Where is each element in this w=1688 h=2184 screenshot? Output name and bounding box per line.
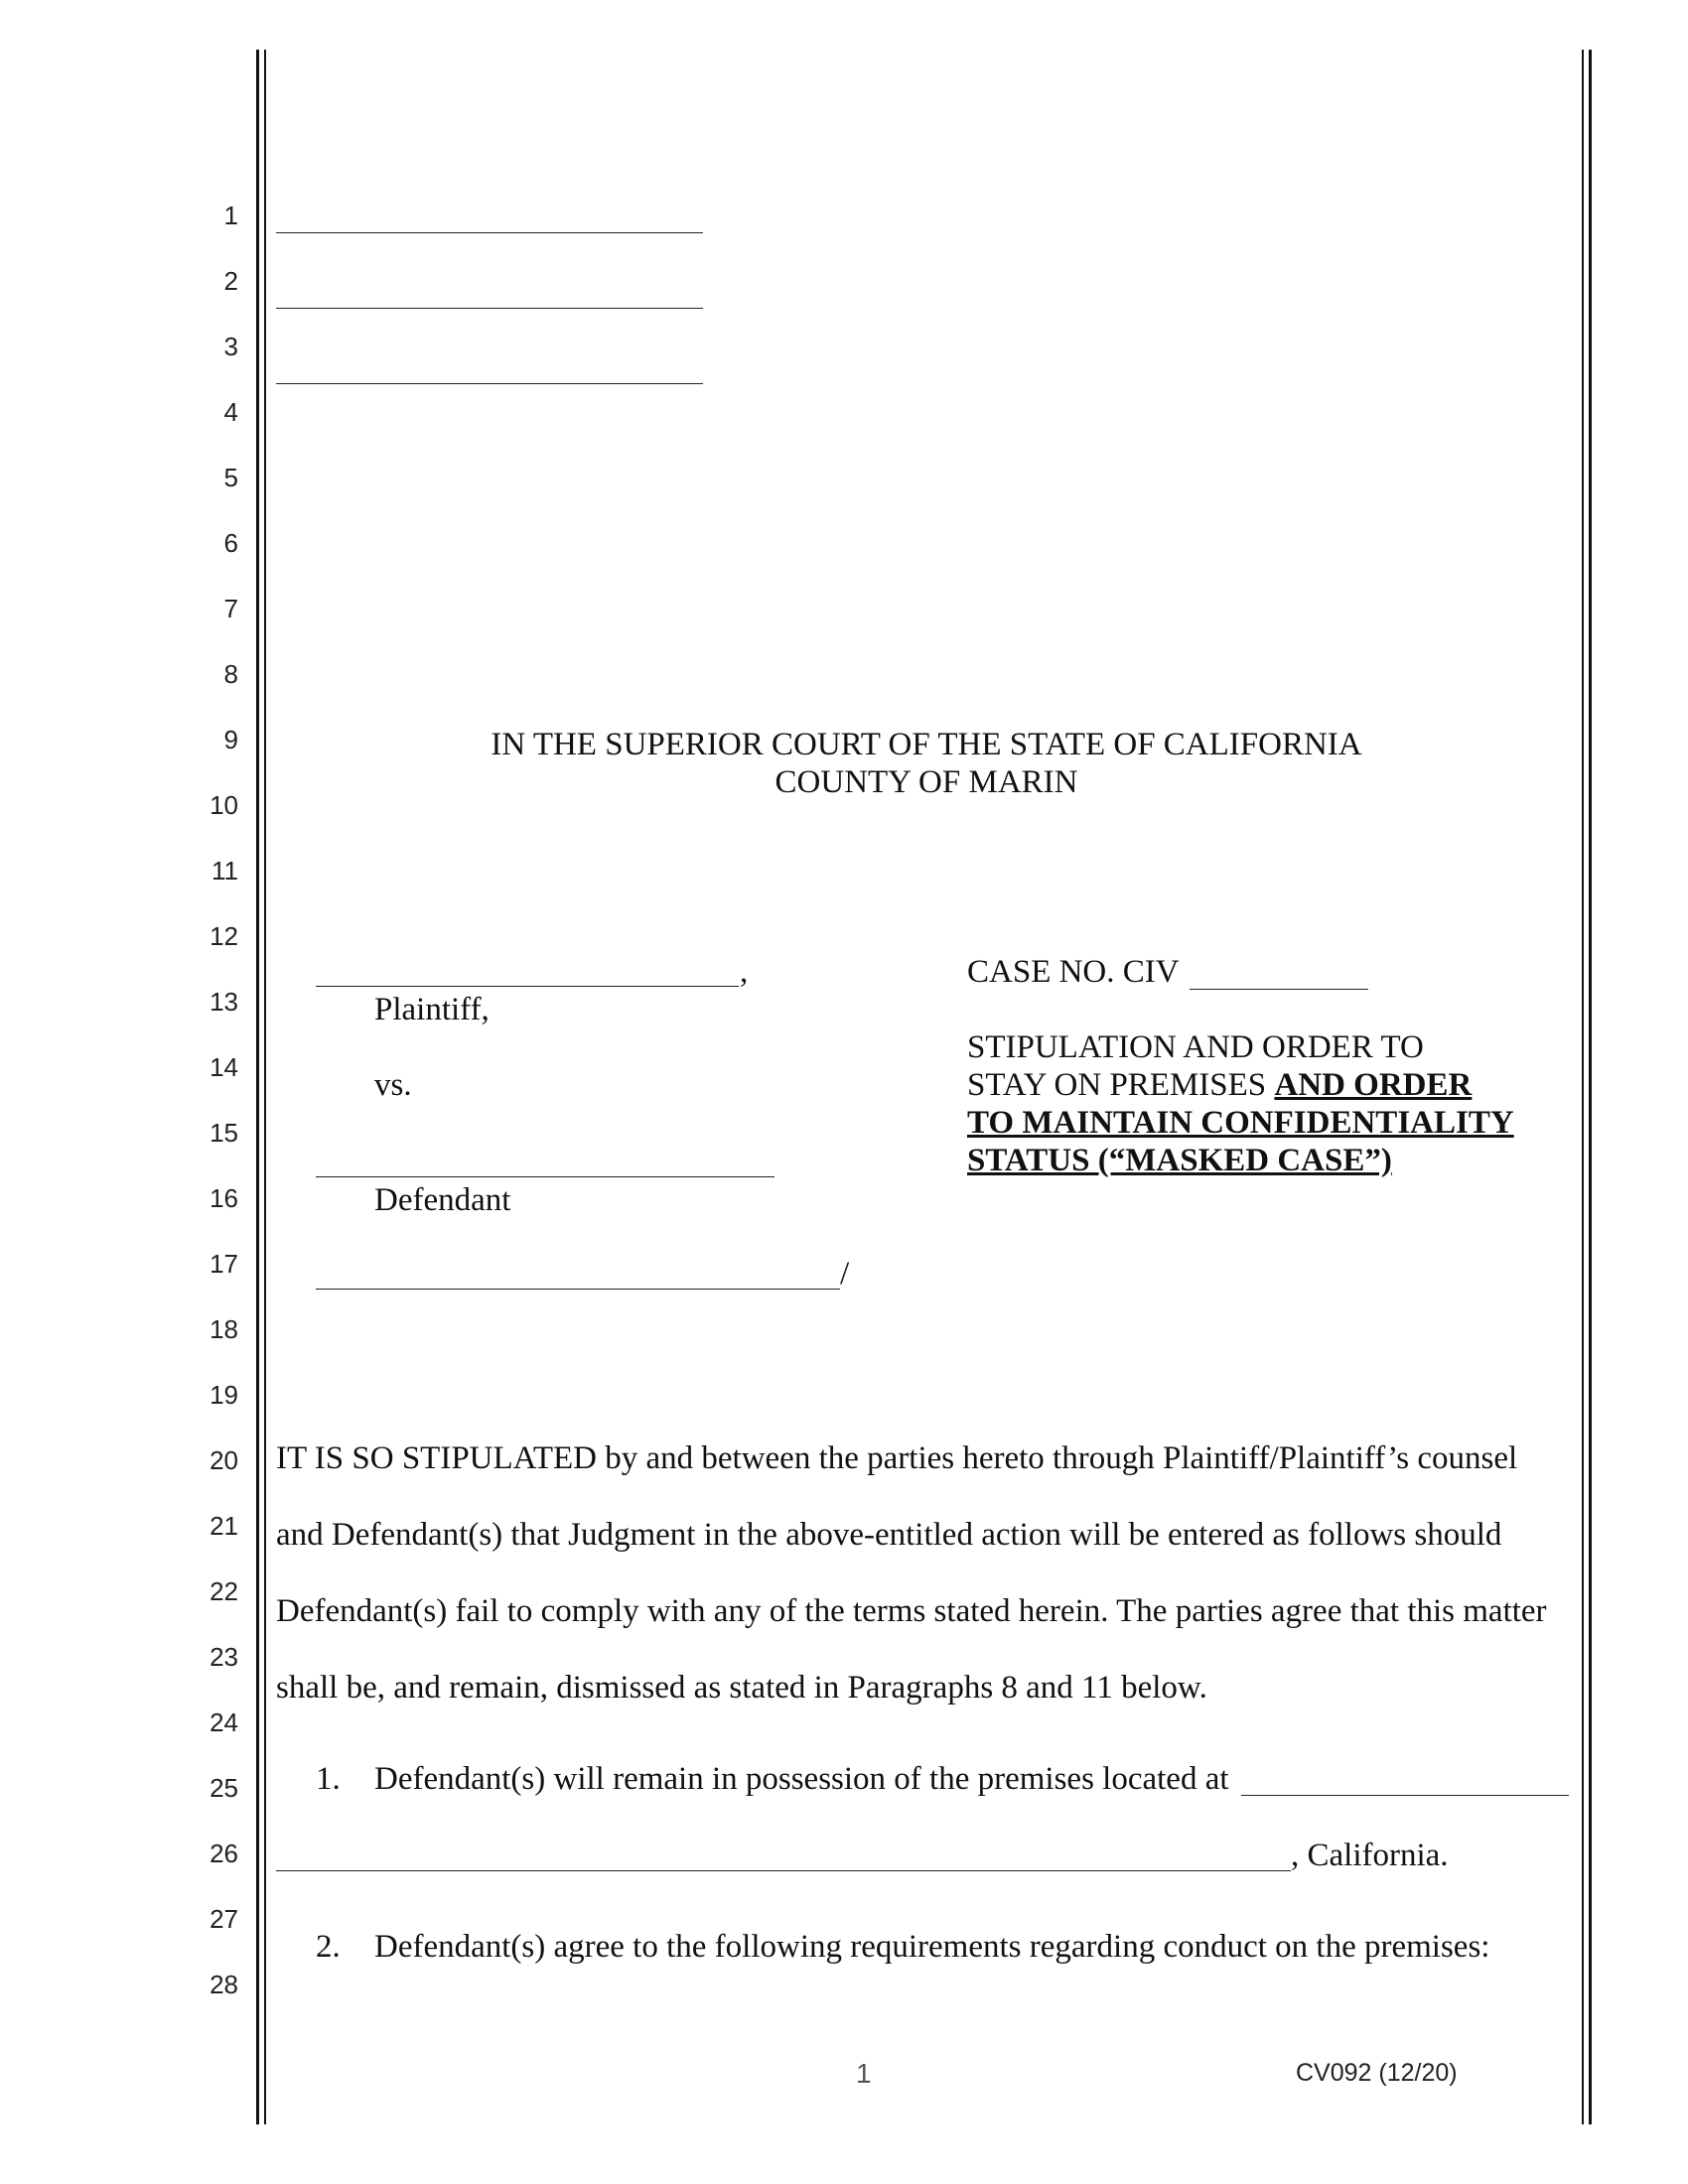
- line-number: 13: [210, 987, 238, 1017]
- line-number: 8: [223, 659, 238, 689]
- line-number: 25: [210, 1773, 238, 1803]
- case-number-blank[interactable]: [1190, 989, 1368, 990]
- party-info-blank-1[interactable]: [276, 232, 703, 233]
- case-number-label: CASE NO. CIV: [967, 954, 1180, 990]
- line-number: 4: [223, 397, 238, 427]
- party-info-blank-3[interactable]: [276, 383, 703, 384]
- document-title-plain: STAY ON PREMISES: [967, 1067, 1275, 1103]
- plaintiff-comma: ,: [740, 954, 749, 990]
- document-title-line-4: STATUS (“MASKED CASE”): [967, 1143, 1392, 1178]
- right-margin-line-outer: [1589, 50, 1592, 2124]
- premises-address-blank-2[interactable]: [276, 1870, 1291, 1871]
- line-number: 1: [223, 201, 238, 230]
- item-text: Defendant(s) agree to the following requirements regarding conduct on the premises:: [374, 1929, 1490, 1965]
- stipulation-text-line-2: and Defendant(s) that Judgment in the above-entitled action will be entered as follows should: [276, 1517, 1502, 1553]
- court-name: IN THE SUPERIOR COURT OF THE STATE OF CALIFORNIA: [491, 727, 1362, 762]
- party-info-blank-2[interactable]: [276, 308, 703, 309]
- form-code: CV092 (12/20): [1296, 2059, 1458, 2087]
- line-number: 24: [210, 1707, 238, 1737]
- county-name: COUNTY OF MARIN: [774, 764, 1078, 800]
- line-number: 9: [223, 725, 238, 754]
- right-margin-line-inner: [1582, 50, 1584, 2124]
- line-number: 7: [223, 594, 238, 623]
- line-number: 14: [210, 1052, 238, 1082]
- line-number: 2: [223, 266, 238, 296]
- line-number: 6: [223, 528, 238, 558]
- versus-label: vs.: [374, 1067, 412, 1103]
- document-title-line-3: TO MAINTAIN CONFIDENTIALITY: [967, 1105, 1514, 1141]
- line-number: 27: [210, 1904, 238, 1934]
- left-margin-line-outer: [256, 50, 259, 2124]
- plaintiff-label: Plaintiff,: [374, 992, 490, 1027]
- line-number: 26: [210, 1839, 238, 1868]
- stipulation-text-line-4: shall be, and remain, dismissed as stated in Paragraphs 8 and 11 below.: [276, 1670, 1207, 1706]
- document-title-bold: AND ORDER: [1274, 1067, 1473, 1103]
- line-number: 3: [223, 332, 238, 361]
- line-number: 16: [210, 1183, 238, 1213]
- line-number: 28: [210, 1970, 238, 1999]
- premises-address-blank-1[interactable]: [1241, 1795, 1569, 1796]
- left-margin-line-inner: [264, 50, 266, 2124]
- stipulation-text-line-3: Defendant(s) fail to comply with any of the terms stated herein. The parties agree that this matter: [276, 1593, 1547, 1629]
- california-suffix: , California.: [1291, 1838, 1449, 1873]
- item-text: Defendant(s) will remain in possession of the premises located at: [374, 1761, 1229, 1797]
- line-number: 12: [210, 921, 238, 951]
- line-number: 23: [210, 1642, 238, 1672]
- line-number: 22: [210, 1576, 238, 1606]
- item-number: 2.: [316, 1929, 341, 1965]
- line-number: 15: [210, 1118, 238, 1148]
- defendant-name-blank[interactable]: [316, 1176, 774, 1177]
- line-number: 18: [210, 1314, 238, 1344]
- line-number: 19: [210, 1380, 238, 1410]
- plaintiff-name-blank[interactable]: [316, 986, 739, 987]
- line-number: 11: [211, 856, 238, 886]
- document-title-line-2: [967, 1066, 1472, 1104]
- line-number: 17: [210, 1249, 238, 1279]
- defendant-label: Defendant: [374, 1182, 511, 1218]
- caption-slash: /: [840, 1256, 850, 1292]
- item-number: 1.: [316, 1761, 341, 1797]
- stipulation-text-line-1: IT IS SO STIPULATED by and between the parties hereto through Plaintiff/Plaintiff’s counsel: [276, 1440, 1518, 1476]
- line-number: 21: [210, 1511, 238, 1541]
- caption-closing-blank[interactable]: [316, 1289, 840, 1290]
- line-number: 10: [210, 790, 238, 820]
- line-number: 20: [210, 1445, 238, 1475]
- document-title-line-1: STIPULATION AND ORDER TO: [967, 1029, 1424, 1065]
- page-number: 1: [856, 2058, 872, 2089]
- line-number: 5: [223, 463, 238, 492]
